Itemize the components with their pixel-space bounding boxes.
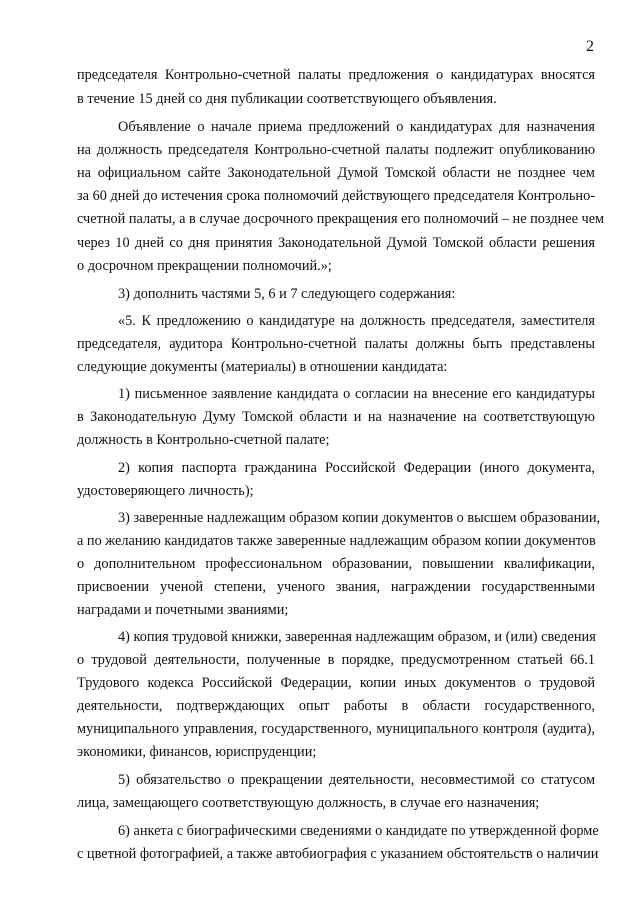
text-line: а по желанию кандидатов также заверенные надлежащим образом копии документов — [77, 533, 596, 549]
text-line: председателя Контрольно-счетной палаты предложения о кандидатурах вносятся — [77, 67, 595, 83]
text-line: Объявление о начале приема предложений о кандидатурах для назначения — [118, 119, 595, 135]
text-line: муниципального управления, государственного, муниципального контроля (аудита), — [77, 721, 595, 737]
text-line: деятельности, подтверждающих опыт работы в области государственного, — [77, 698, 595, 714]
text-line: счетной палаты, а в случае досрочного прекращения его полномочий – не позднее чем — [77, 211, 605, 227]
text-line: на должность председателя Контрольно-счетной палаты подлежит опубликованию — [77, 142, 595, 158]
text-line: о досрочном прекращении полномочий.»; — [77, 258, 332, 274]
text-line: Трудового кодекса Российской Федерации, копии иных документов о трудовой — [77, 675, 595, 691]
text-line: следующие документы (материалы) в отношении кандидата: — [77, 359, 448, 375]
text-line: присвоении ученой степени, ученого звания, награждении государственными — [77, 579, 595, 595]
text-line: 6) анкета с биографическими сведениями о кандидате по утвержденной форме — [118, 823, 599, 839]
text-line: «5. К предложению о кандидатуре на должность председателя, заместителя — [118, 313, 595, 329]
page-number: 2 — [586, 38, 594, 55]
text-line: 2) копия паспорта гражданина Российской Федерации (иного документа, — [118, 460, 595, 476]
text-line: должность в Контрольно-счетной палате; — [77, 432, 330, 448]
text-line: экономики, финансов, юриспруденции; — [77, 744, 317, 760]
text-line: в Законодательную Думу Томской области и на назначение на соответствующую — [77, 409, 595, 425]
text-line: в течение 15 дней со дня публикации соответствующего объявления. — [77, 91, 497, 107]
text-line: о дополнительном профессиональном образовании, повышении квалификации, — [77, 556, 595, 572]
text-line: председателя, аудитора Контрольно-счетной палаты должны быть представлены — [77, 336, 595, 352]
text-line: на официальном сайте Законодательной Думой Томской области не позднее чем — [77, 165, 595, 181]
text-line: 3) дополнить частями 5, 6 и 7 следующего содержания: — [118, 286, 456, 302]
text-line: удостоверяющего личность); — [77, 483, 254, 499]
text-line: лица, замещающего соответствующую должность, в случае его назначения; — [77, 795, 540, 811]
text-line: 3) заверенные надлежащим образом копии документов о высшем образовании, — [118, 510, 601, 526]
text-line: о трудовой деятельности, полученные в порядке, предусмотренном статьей 66.1 — [77, 652, 595, 668]
text-line: за 60 дней до истечения срока полномочий действующего председателя Контрольно- — [77, 188, 595, 204]
text-line: 1) письменное заявление кандидата о согласии на внесение его кандидатуры — [118, 386, 595, 402]
text-line: с цветной фотографией, а также автобиография с указанием обстоятельств о наличии — [77, 846, 599, 862]
text-line: наградами и почетными званиями; — [77, 602, 289, 618]
text-line: 5) обязательство о прекращении деятельности, несовместимой со статусом — [118, 772, 595, 788]
text-line: 4) копия трудовой книжки, заверенная надлежащим образом, и (или) сведения — [118, 629, 596, 645]
text-line: через 10 дней со дня принятия Законодательной Думой Томской области решения — [77, 235, 595, 251]
